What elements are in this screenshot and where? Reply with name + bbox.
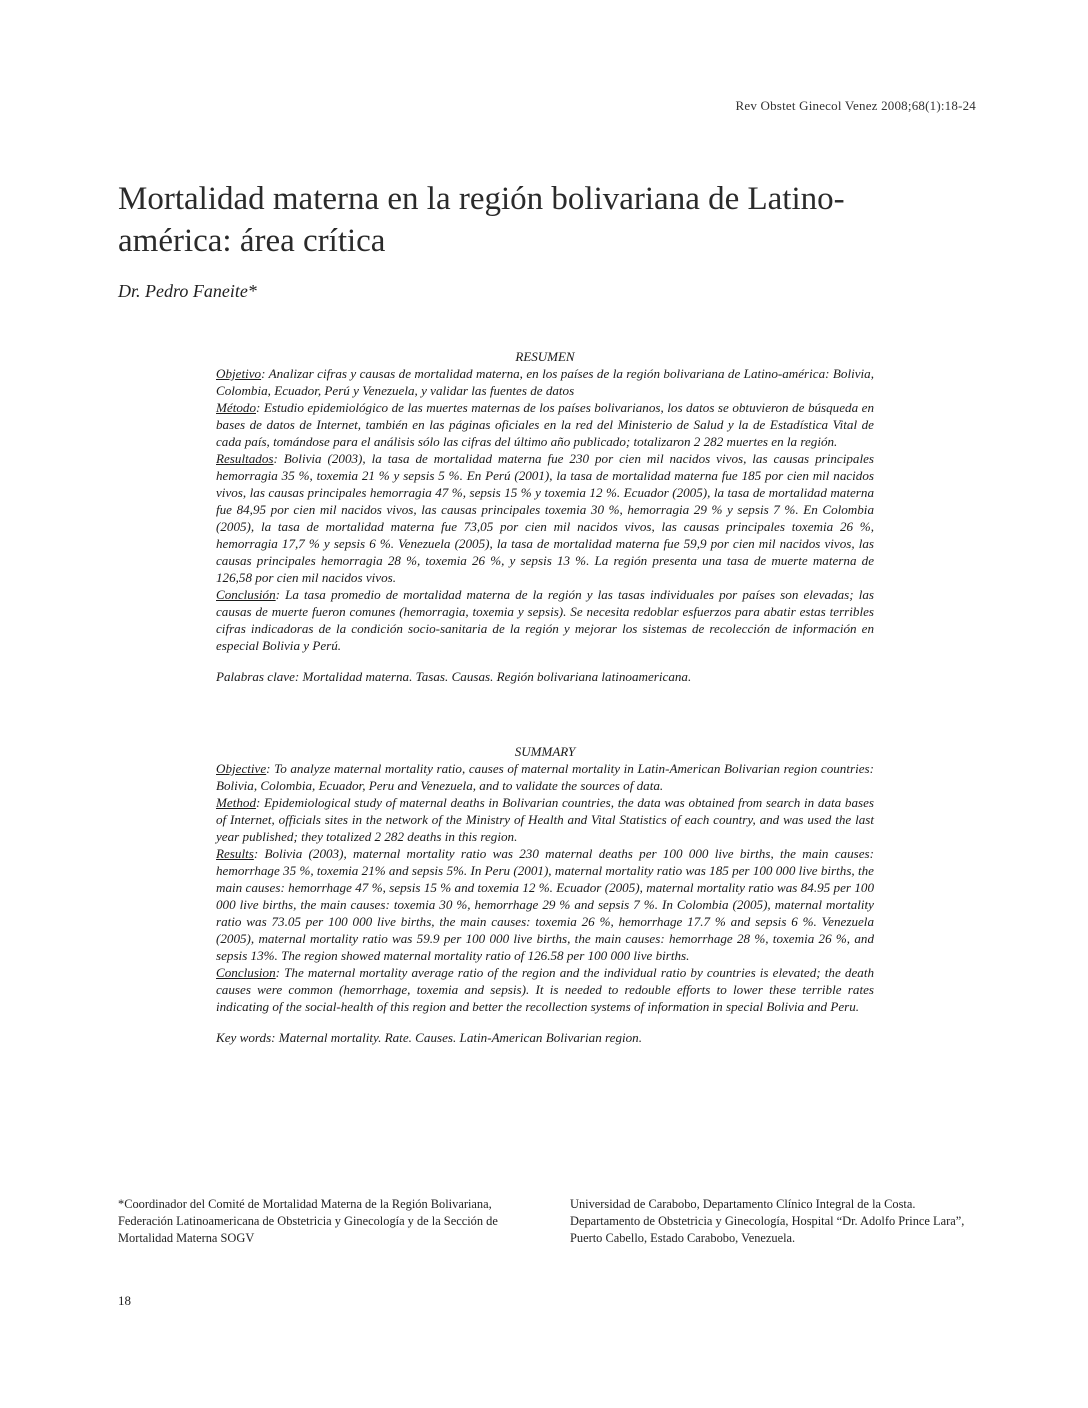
institution-footnote: Universidad de Carabobo, Departamento Clínico Integral de la Costa. Departamento de Obstetricia y Ginecología, Hospital “Dr. Adolfo Prince Lara”, Puerto Cabello, Estado Carabobo, Venezuela. [570,1197,965,1245]
summary-conclusion [216,964,874,1015]
resumen-metodo [216,399,874,450]
resultados-text: : Bolivia (2003), la tasa de mortalidad materna fue 230 por cien mil nacidos vivos, las causas principales hemorragia 35 %, toxemia 21 % y sepsis 5 %. En Perú (2001), la tasa de mortalidad materna fue 185 por cien mil nacidos vivos, las causas principales hemorragia 47 %, sepsis 15 % y toxemia 12 %. Ecuador (2005), la tasa de mortalidad materna fue 84,95 por cien mil nacidos vivos, las causas principales toxemia 30 %, hemorragia 29 % y sepsis 7 %. En Colombia (2005), la tasa de mortalidad materna fue 73,05 por cien mil nacidos vivos, las causas principales toxemia 26 %, hemorragia 17,7 % y sepsis 6 %. Venezuela (2005), la tasa de mortalidad materna fue 59,9 por cien mil nacidos vivos, las causas principales hemorragia 28 %, toxemia 26 %, y sepsis 13 %. La región presenta una tasa de muerte materna de 126,58 por cien mil nacidos vivos. [216,451,874,585]
resultados-label: Resultados [216,451,274,466]
conclusion-text: : La tasa promedio de mortalidad materna de la región y las tasas individuales por países son elevadas; las causas de muerte fueron comunes (hemorragia, toxemia y sepsis). Se necesita redoblar esfuerzos para abatir estas terribles cifras indicadoras de la condición socio-sanitaria de la región y mejorar los sistemas de recolección de información en especial Bolivia y Perú. [216,587,874,653]
method-label: Method [216,795,256,810]
metodo-label: Método [216,400,256,415]
summary-method [216,794,874,845]
resumen-section [216,348,874,685]
resumen-heading: RESUMEN [515,349,575,364]
objetivo-text: : Analizar cifras y causas de mortalidad materna, en los países de la región bolivariana de Latino-américa: Bolivia, Colombia, Ecuador, Perú y Venezuela, y validar las fuentes de datos [216,366,874,398]
article-title-line-2: américa: área crítica [118,223,386,259]
article-title [118,178,938,262]
summary-heading: SUMMARY [514,744,576,759]
author-affiliation-footnote: *Coordinador del Comité de Mortalidad Materna de la Región Bolivariana, Federación Latinoamericana de Obstetricia y Ginecología y de la Sección de Mortalidad Materna SOGV [118,1197,498,1245]
journal-citation: Rev Obstet Ginecol Venez 2008;68(1):18-24 [735,98,976,113]
author-name: Dr. Pedro Faneite* [118,281,257,301]
resumen-resultados [216,450,874,586]
results-label: Results [216,846,254,861]
palabras-clave: Palabras clave: Mortalidad materna. Tasas. Causas. Región bolivariana latinoamericana. [216,669,692,684]
article-title-line-1: Mortalidad materna en la región bolivariana de Latino- [118,181,845,217]
objective-label: Objective [216,761,267,776]
conclusion-label: Conclusión [216,587,276,602]
summary-results [216,845,874,964]
resumen-objetivo [216,365,874,399]
key-words: Key words: Maternal mortality. Rate. Causes. Latin-American Bolivarian region. [216,1030,642,1045]
summary-objective [216,760,874,794]
resumen-conclusion [216,586,874,654]
objetivo-label: Objetivo [216,366,262,381]
method-text: : Epidemiological study of maternal deaths in Bolivarian countries, the data was obtained from search in data bases of Internet, officials sites in the network of the Ministry of Health and Vital Statistics of each country, and was used the last year published; they totalized 2 282 deaths in this region. [216,795,874,844]
metodo-text: : Estudio epidemiológico de las muertes maternas de los países bolivarianos, los datos se obtuvieron de búsqueda en bases de datos de Internet, también en las páginas oficiales en la red del Ministerio de Salud y la de Estadística Vital de cada país, tomándose para el análisis sólo las cifras del último año publicado; totalizaron 2 282 muertes en la región. [216,400,874,449]
summary-section [216,743,874,1046]
results-text: : Bolivia (2003), maternal mortality ratio was 230 maternal deaths per 100 000 live births, the main causes: hemorrhage 35 %, toxemia 21% and sepsis 5%. In Peru (2001), maternal mortality ratio was 185 per 100 000 live births, the main causes: hemorrhage 47 %, sepsis 15 % and toxemia 12 %. Ecuador (2005), maternal mortality ratio was 84.95 per 100 000 live births, the main causes: toxemia 30 %, hemorrhage 29 % and sepsis 7 %. In Colombia (2005), maternal mortality ratio was 73.05 per 100 000 live births, the main causes: toxemia 26 %, hemorrhage 17.7 % and sepsis 6 %. Venezuela (2005), maternal mortality ratio was 59.9 per 100 000 live births, the main causes: hemorrhage 28 %, toxemia 26 %, and sepsis 13%. The region showed maternal mortality ratio of 126.58 per 100 000 live births. [216,846,874,963]
conclusion-text-en: : The maternal mortality average ratio of the region and the individual ratio by countries is elevated; the death causes were common (hemorrhage, toxemia and sepsis). It is needed to redouble efforts to lower these terrible rates indicating of the social-health of this region and better the recollection systems of information in special Bolivia and Peru. [216,965,874,1014]
page-number: 18 [118,1293,131,1308]
conclusion-label-en: Conclusion [216,965,276,980]
objective-text: : To analyze maternal mortality ratio, causes of maternal mortality in Latin-American Bolivarian region countries: Bolivia, Colombia, Ecuador, Peru and Venezuela, and to validate the sources of data. [216,761,874,793]
